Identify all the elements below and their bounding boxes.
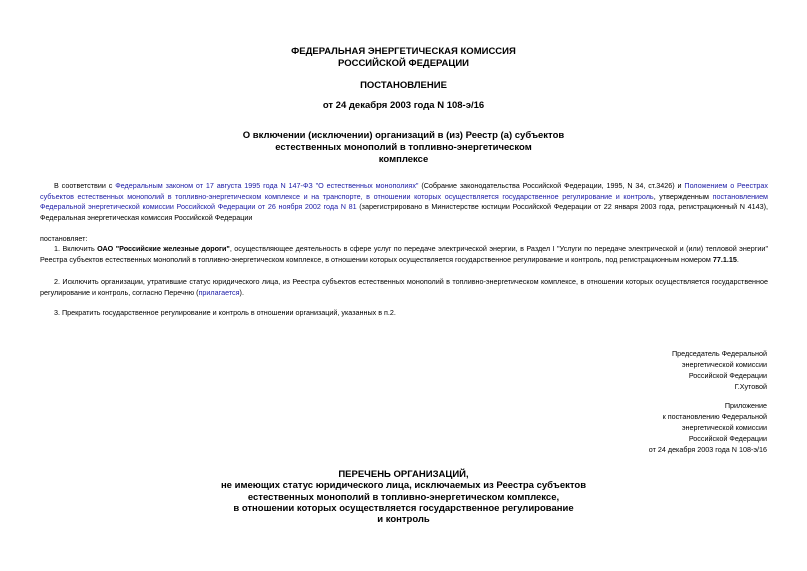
appendix-line-5: от 24 декабря 2003 года N 108-э/16 xyxy=(648,445,767,454)
fec-resolution-link[interactable]: постановлением Федеральной энергетической комиссии Российской Федерации от 26 ноября 2002 года N 81 xyxy=(40,191,769,211)
document-type: ПОСТАНОВЛЕНИЕ xyxy=(360,80,447,91)
item1-text-3: . xyxy=(736,254,739,264)
resolution-item-2 xyxy=(40,277,768,298)
item1-registration-number: 77.1.15 xyxy=(712,254,737,264)
appendix-line-2: к постановлению Федеральной xyxy=(662,412,767,421)
item1-text-2: , осуществляющее деятельность в сфере услуг по передаче электрической энергии, в Раздел I "Услуги по передаче электрической и (или) тепловой энергии" Реестра субъектов естественных монополий в топливно-энергетическом комплексе, в отношении которых осуществляется государственное регулирование и контроль, под регистрационным номером xyxy=(40,244,768,264)
signature-line-1: Председатель Федеральной xyxy=(672,349,767,358)
signatory-name: Г.Хутовой xyxy=(734,382,767,391)
list-title-line-2: не имеющих статус юридического лица, исключаемых из Реестра субъектов xyxy=(220,480,587,492)
preamble-paragraph xyxy=(40,181,768,223)
issuer-line-1: ФЕДЕРАЛЬНАЯ ЭНЕРГЕТИЧЕСКАЯ КОМИССИЯ xyxy=(291,46,516,57)
list-title-line-4: в отношении которых осуществляется государственное регулирование xyxy=(233,502,574,514)
signature-line-2: энергетической комиссии xyxy=(681,360,767,369)
subject-line-2: естественных монополий в топливно-энергетическом xyxy=(275,142,532,153)
subject-line-3: комплексе xyxy=(378,154,429,165)
list-title-line-3: естественных монополий в топливно-энергетическом комплексе, xyxy=(247,491,560,503)
signature-block xyxy=(567,348,767,392)
item1-company-name: ОАО "Российские железные дороги" xyxy=(97,244,230,253)
organizations-list-title xyxy=(0,469,807,525)
subject-line-1: О включении (исключении) организаций в (из) Реестр (а) субъектов xyxy=(242,130,565,141)
federal-law-link[interactable]: Федеральным законом от 17 августа 1995 года N 147-ФЗ "О естественных монополиях" xyxy=(115,181,419,190)
list-title-line-1: ПЕРЕЧЕНЬ ОРГАНИЗАЦИЙ, xyxy=(338,469,469,480)
preamble-text-1: В соответствии с xyxy=(54,181,116,190)
document-date: от 24 декабря 2003 года N 108-э/16 xyxy=(322,100,485,111)
resolves-label: постановляет: xyxy=(40,234,88,243)
appendix-link[interactable]: прилагается xyxy=(198,287,240,297)
list-title-line-5: и контроль xyxy=(377,514,430,526)
item2-text-1: 2. Исключить организации, утратившие статус юридического лица, из Реестра субъектов естественных монополий в топливно-энергетическом комплексе, в отношении которых осуществляется государственное регулирование и контроль, согласно Перечню ( xyxy=(40,277,768,297)
resolution-item-1 xyxy=(40,244,768,265)
registry-regulation-link[interactable]: Положением о Реестрах субъектов естественных монополий в топливно-энергетическом комплексе и на транспорте, в отношении которых осуществляется государственное регулирование и контроль xyxy=(40,181,769,201)
appendix-header xyxy=(567,400,767,455)
item2-text-2: ). xyxy=(239,287,244,297)
appendix-line-1: Приложение xyxy=(724,401,767,410)
signature-line-3: Российской Федерации xyxy=(688,371,767,380)
item1-text-1: 1. Включить xyxy=(54,244,98,253)
issuer-heading xyxy=(0,46,807,70)
resolution-item-3: 3. Прекратить государственное регулирование и контроль в отношении организаций, указанных в п.2. xyxy=(54,308,396,317)
issuer-line-2: РОССИЙСКОЙ ФЕДЕРАЦИИ xyxy=(337,58,469,69)
preamble-text-4: (зарегистрировано в Министерстве юстиции Российской Федерации от 22 января 2003 года, регистрационный N 4143), Федеральная энергетическая комиссия Российской Федерации xyxy=(40,202,769,222)
appendix-line-3: энергетической комиссии xyxy=(681,423,767,432)
document-subject xyxy=(238,130,569,166)
preamble-text-3: , утвержденным xyxy=(653,191,713,201)
appendix-line-4: Российской Федерации xyxy=(688,434,767,443)
preamble-text-2: (Собрание законодательства Российской Федерации, 1995, N 34, ст.3426) и xyxy=(418,181,685,190)
